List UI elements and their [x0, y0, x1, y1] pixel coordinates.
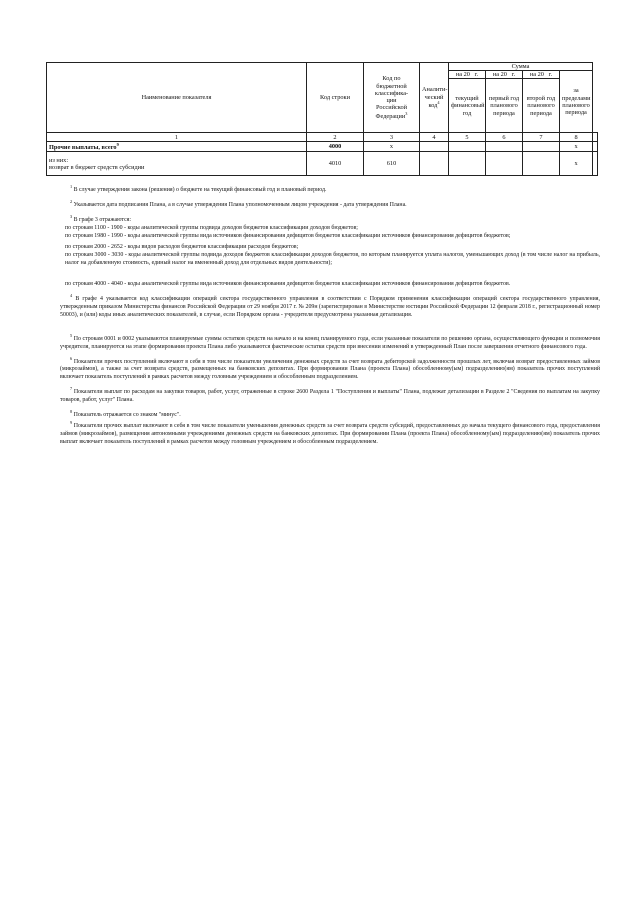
footnote-3e: по строкам 4000 - 4040 - коды аналитической группы вида источников финансирования дефицитов бюджетов классификации источников финансирования дефицитов бюджетов. — [65, 281, 511, 288]
footnote-1: $^1$ В случае утверждения закона (решения) о бюджете на текущий финансовый год и плановый период. — [70, 184, 327, 193]
footnote-5: $^5$ По строкам 0001 и 0002 указываются планируемые суммы остатков средств на начало и на конец планируемого года, если указанные показатели по решению органа, осуществляющего функции и полномочия учредителя, планируются на этапе формирования проекта Плана либо указываются фактические остатки средств при внесении изменений в утвержденный План после завершения отчетного финансового года. — [60, 332, 600, 350]
header-indicator: Наименование показателя — [47, 63, 307, 133]
footnote-3c: по строкам 2000 - 2652 - коды видов расходов бюджетов классификации расходов бюджетов; — [65, 244, 299, 251]
header-row-code: Код строки — [307, 63, 364, 133]
header-budget-code: Код по бюджетной классифика- ции Российской Федерации$^3$ — [364, 63, 420, 133]
table-row — [47, 152, 598, 176]
header-year-5: на 20 г. — [449, 71, 486, 79]
footnote-7: $^7$ Показатели выплат по расходам на закупки товаров, работ, услуг, отраженные в строке 2600 Раздела 1 "Поступления и выплаты" Плана, подлежат детализации в Разделе 2 "Сведения по выплатам на закупку товаров, работ, услуг" Плана. — [60, 386, 600, 404]
row-name: из них: возврат в бюджет средств субсидии — [47, 152, 307, 176]
table-row — [47, 142, 598, 152]
footnote-3b: по строкам 1980 - 1990 - коды аналитической группы вида источников финансирования дефицитов бюджетов классификации источников финансирования дефицитов бюджетов; — [65, 232, 511, 239]
row-code: 4000 — [307, 142, 364, 152]
payments-table — [46, 62, 598, 176]
row-kbk: 610 — [364, 152, 420, 176]
header-col5: текущий финансовый год — [449, 79, 486, 133]
footnote-3a: по строкам 1100 - 1900 - коды аналитической группы подвида доходов бюджетов классификации доходов бюджетов; — [65, 224, 358, 231]
header-col6: первый год планового периода — [486, 79, 523, 133]
row-col8: x — [560, 142, 593, 152]
row-name: Прочие выплаты, всего$^9$ — [47, 142, 307, 152]
header-analytic-code: Аналити- ческий код$^4$ — [420, 63, 449, 133]
header-col8: за пределами планового периода — [560, 71, 593, 133]
header-sum: Сумма — [449, 63, 593, 71]
row-col8: x — [560, 152, 593, 176]
footnote-2: $^2$ Указывается дата подписания Плана, а в случае утверждения Плана уполномоченным лицом учреждения - дата утверждения Плана. — [70, 198, 407, 208]
column-numbers-row: 1 2 3 4 5 6 7 8 — [47, 133, 598, 142]
footnote-8: $^8$ Показатель отражается со знаком "минус". — [70, 409, 181, 418]
footnote-9: $^9$ Показатели прочих выплат включают в себя в том числе показатели уменьшения денежных средств за счет возврата средств субсидий, предоставленных до начала текущего финансового года, предоставления займов (микрозаймов), размещения автономными учреждениями денежных средств на банковских депозитах. При формировании Плана (проекта Плана) обособленному(ым) подразделению(ям) показатель прочих выплат включает показатель поступлений в рамках расчетов между головным учреждением и обособленным подразделением. — [60, 419, 600, 445]
row-kbk: x — [364, 142, 420, 152]
footnotes — [60, 184, 600, 447]
row-code: 4010 — [307, 152, 364, 176]
header-year-6: на 20 г. — [486, 71, 523, 79]
footnote-6: $^6$ Показатели прочих поступлений включают в себя в том числе показатели увеличения денежных средств за счет возврата дебиторской задолженности прошлых лет, включая возврат предоставленных займов (микрозаймов), а также за счет возврата средств, размещенных на банковских депозитах. При формировании Плана (проекта Плана) обособленному(ым) подразделению(ям) показатель прочих поступлений включает показатель поступлений в рамках расчетов между головным учреждением и обособленным подразделением. — [60, 355, 600, 381]
header-col7: второй год планового периода — [523, 79, 560, 133]
header-year-7: на 20 г. — [523, 71, 560, 79]
footnote-4: $^4$ В графе 4 указывается код классификации операций сектора государственного управления в соответствии с Порядком применения классификации операций сектора государственного управления, утвержденным приказом Министерства финансов Российской Федерации от 29 ноября 2017 г. № 209н (зарегистрирован в Министерстве юстиции Российской Федерации 12 февраля 2018 г., регистрационный номер 50003), и (или) коды иных аналитических показателей, в случае, если Порядком органа - учредителя предусмотрена указанная детализация. — [60, 293, 600, 318]
footnote-3: $^3$ В графе 3 отражаются: — [70, 213, 132, 223]
footnote-3d: по строкам 3000 - 3030 - коды аналитической группы подвида доходов бюджетов классификации доходов бюджетов, по которым планируется уплата налогов, уменьшающих доход (в том числе налог на прибыль, налог на добавленную стоимость, единый налог на вмененный доход для отдельных видов деятельности); — [65, 252, 600, 267]
